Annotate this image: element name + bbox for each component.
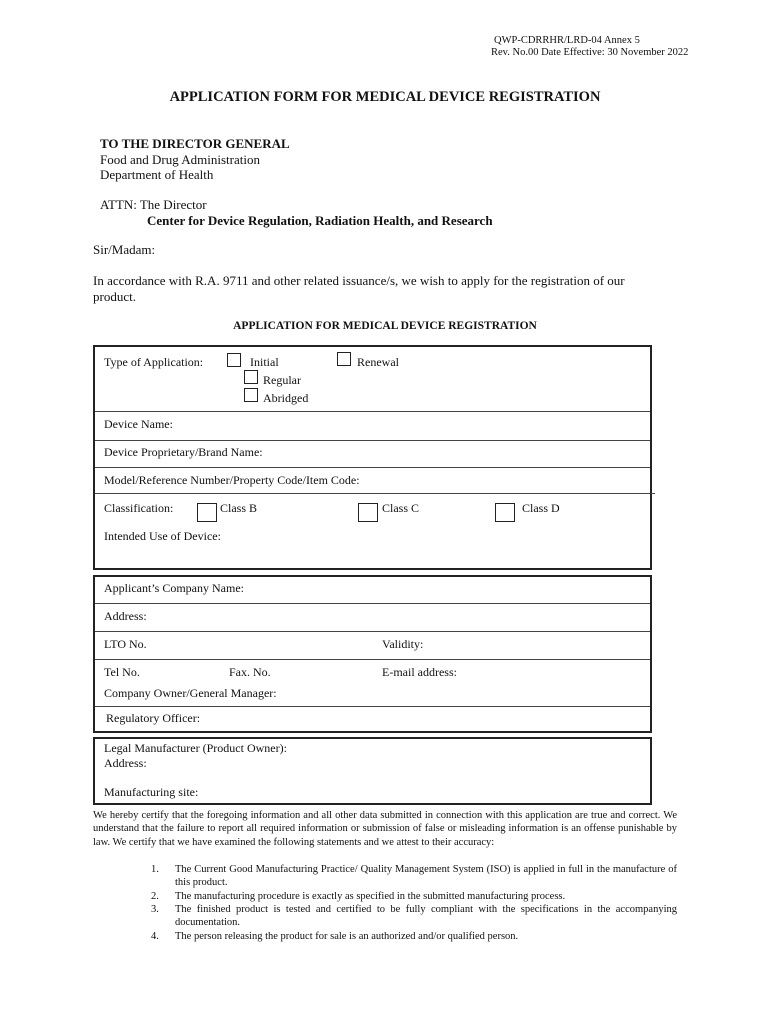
divider	[95, 467, 650, 468]
list-item-number: 4.	[151, 931, 159, 942]
company-name-field[interactable]: Applicant’s Company Name:	[104, 581, 244, 595]
class-c-checkbox[interactable]	[358, 503, 378, 522]
list-item: The manufacturing procedure is exactly as specified in the submitted manufacturing process.	[175, 891, 566, 902]
regular-checkbox[interactable]	[244, 370, 258, 384]
lto-number-field[interactable]: LTO No.	[104, 637, 147, 651]
divider	[95, 659, 650, 660]
list-item-number: 1.	[151, 864, 159, 875]
list-item-number: 3.	[151, 904, 159, 915]
addressee-agency: Food and Drug Administration	[100, 152, 260, 167]
regular-label: Regular	[263, 373, 301, 387]
regulatory-officer-field[interactable]: Regulatory Officer:	[106, 711, 201, 725]
intro-line-2: product.	[93, 289, 136, 304]
attn-center: Center for Device Regulation, Radiation Health, and Research	[147, 213, 493, 228]
divider	[95, 440, 650, 441]
class-d-checkbox[interactable]	[495, 503, 515, 522]
device-name-field[interactable]: Device Name:	[104, 417, 173, 431]
legal-manufacturer-field[interactable]: Legal Manufacturer (Product Owner):	[104, 741, 287, 755]
validity-field[interactable]: Validity:	[382, 637, 424, 651]
email-field[interactable]: E-mail address:	[382, 665, 457, 679]
section-title: APPLICATION FOR MEDICAL DEVICE REGISTRATION	[233, 320, 537, 332]
document-code: QWP-CDRRHR/LRD-04 Annex 5	[494, 35, 640, 46]
abridged-label: Abridged	[263, 391, 309, 405]
applicant-info-box	[93, 575, 652, 733]
tel-field[interactable]: Tel No.	[104, 665, 140, 679]
form-title: APPLICATION FORM FOR MEDICAL DEVICE REGISTRATION	[169, 89, 601, 105]
divider	[95, 603, 650, 604]
certification-paragraph: We hereby certify that the foregoing information and all other data submitted in connection with this application are true and correct. We understand that the failure to report all required information or submission of false or misleading information is an offense punishable by law. We certify that we have examined the following statements and we attest to their accuracy:	[93, 810, 677, 848]
address-field[interactable]: Address:	[104, 609, 147, 623]
divider	[95, 631, 650, 632]
brand-name-field[interactable]: Device Proprietary/Brand Name:	[104, 445, 263, 459]
salutation: Sir/Madam:	[93, 242, 156, 257]
type-of-application-label: Type of Application:	[104, 355, 204, 369]
classification-label: Classification:	[104, 501, 174, 515]
addressee-title: TO THE DIRECTOR GENERAL	[100, 136, 290, 151]
initial-checkbox[interactable]	[227, 353, 241, 367]
model-code-field[interactable]: Model/Reference Number/Property Code/Item Code:	[104, 473, 360, 487]
revision-info: Rev. No.00 Date Effective: 30 November 2022	[491, 47, 689, 58]
list-item: The person releasing the product for sale is an authorized and/or qualified person.	[175, 931, 519, 942]
intro-line-1: In accordance with R.A. 9711 and other related issuance/s, we wish to apply for the registration of our	[93, 273, 625, 288]
class-d-label: Class D	[522, 501, 560, 515]
manufacturing-site-field[interactable]: Manufacturing site:	[104, 785, 199, 799]
class-c-label: Class C	[382, 501, 420, 515]
renewal-label: Renewal	[357, 355, 399, 369]
renewal-checkbox[interactable]	[337, 352, 351, 366]
intended-use-field[interactable]: Intended Use of Device:	[104, 529, 221, 543]
class-b-label: Class B	[220, 501, 258, 515]
list-item: The Current Good Manufacturing Practice/ Quality Management System (ISO) is applied in full in the manufacture of this product.	[175, 864, 677, 889]
addressee-department: Department of Health	[100, 167, 214, 182]
divider	[95, 493, 655, 494]
divider	[95, 411, 650, 412]
fax-field[interactable]: Fax. No.	[229, 665, 271, 679]
list-item-number: 2.	[151, 891, 159, 902]
divider	[95, 706, 650, 707]
list-item: The finished product is tested and certified to be fully compliant with the specifications in the accompanying documentation.	[175, 904, 677, 929]
class-b-checkbox[interactable]	[197, 503, 217, 522]
owner-field[interactable]: Company Owner/General Manager:	[104, 686, 277, 700]
initial-label: Initial	[250, 355, 279, 369]
manufacturer-address-field[interactable]: Address:	[104, 756, 147, 770]
attn-line: ATTN: The Director	[100, 197, 207, 212]
abridged-checkbox[interactable]	[244, 388, 258, 402]
